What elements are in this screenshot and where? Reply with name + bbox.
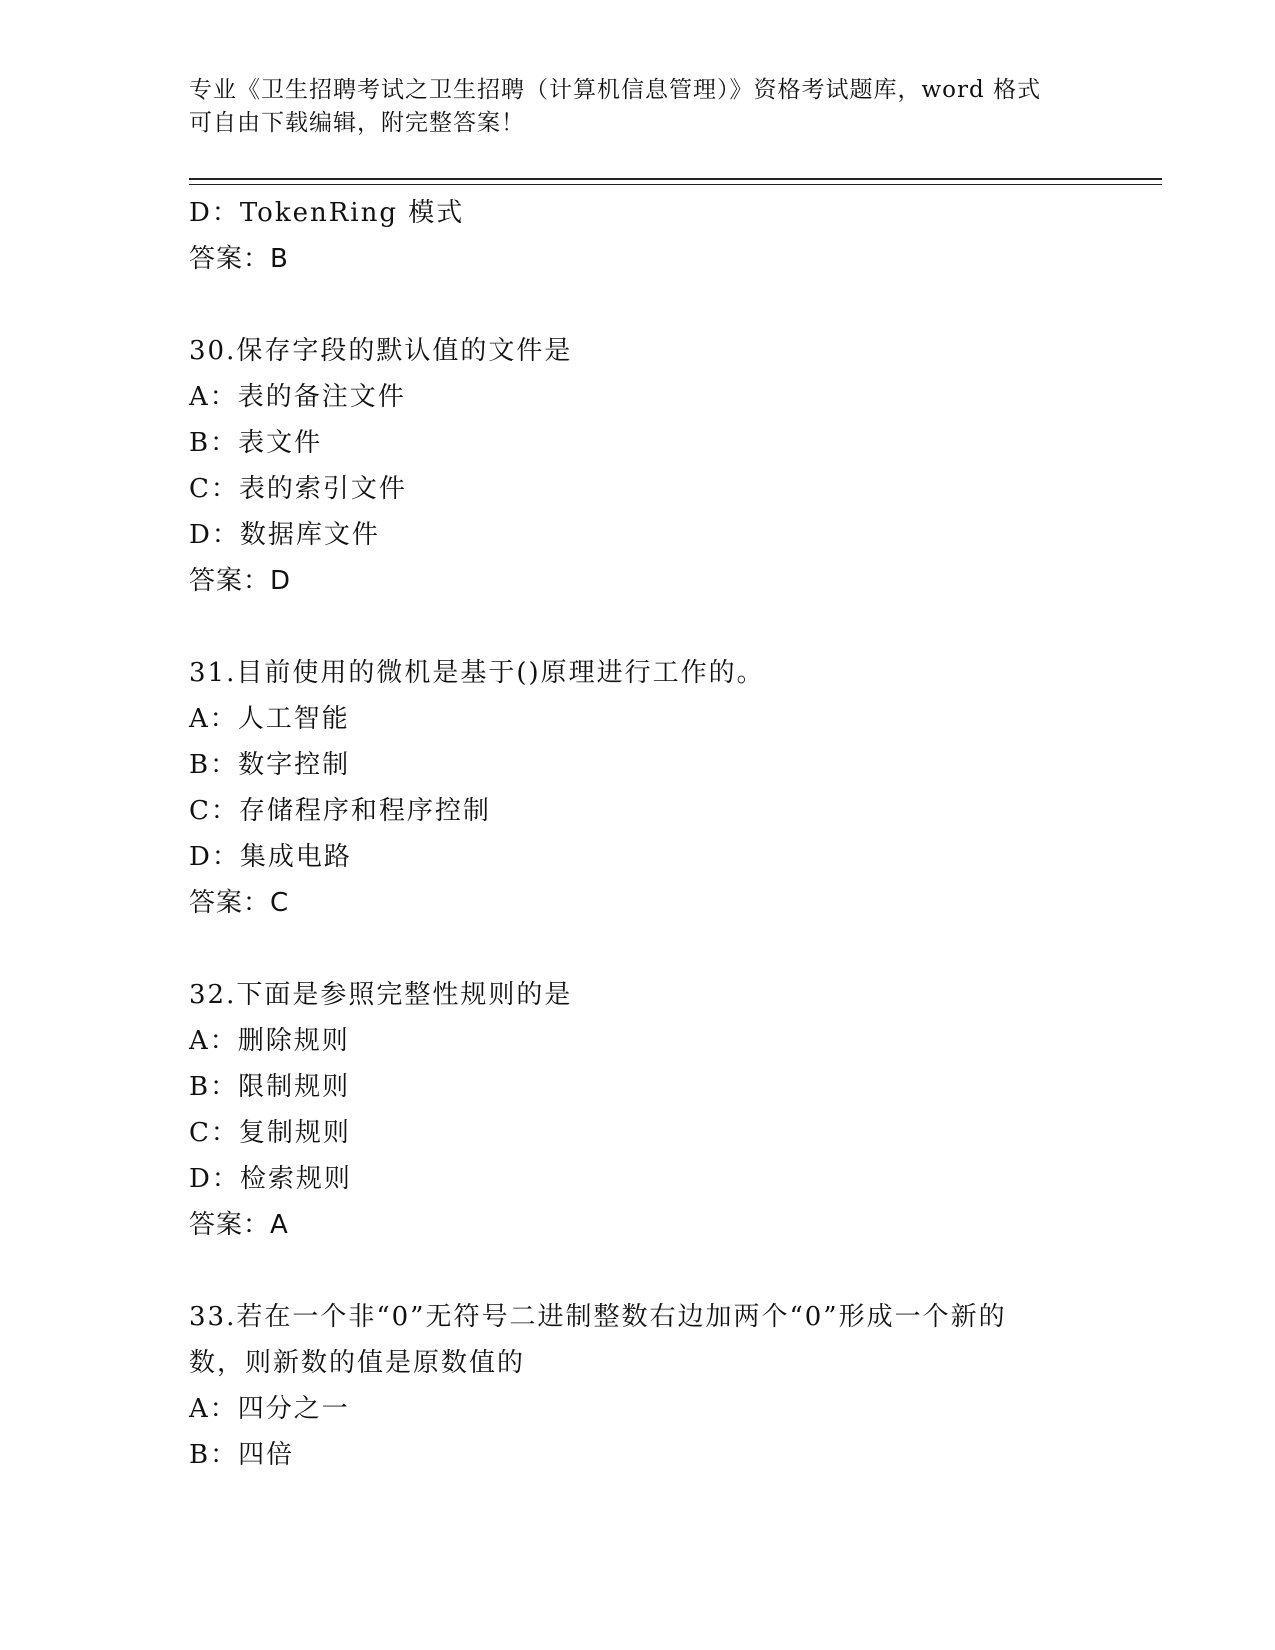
answer-line: 答案：A <box>189 1210 289 1240</box>
question-30 <box>189 328 1089 604</box>
question-31 <box>189 650 1089 926</box>
spacer <box>189 926 1089 972</box>
question-text: 30.保存字段的默认值的文件是 <box>189 336 573 366</box>
option-a: A：四分之一 <box>189 1394 350 1424</box>
answer-line: 答案：C <box>189 888 290 918</box>
option-a: A：表的备注文件 <box>189 382 406 412</box>
option-d: D：检索规则 <box>189 1164 352 1194</box>
question-32 <box>189 972 1089 1248</box>
spacer <box>189 604 1089 650</box>
option-b: B：表文件 <box>189 428 323 458</box>
option-b: B：数字控制 <box>189 750 351 780</box>
header-line-2: 可自由下载编辑，附完整答案！ <box>189 110 525 136</box>
document-header <box>189 74 1089 140</box>
spacer <box>189 282 1089 328</box>
question-text-line-2: 数，则新数的值是原数值的 <box>189 1348 526 1378</box>
answer-line: 答案：D <box>189 566 292 596</box>
question-text: 32.下面是参照完整性规则的是 <box>189 980 573 1010</box>
option-b: B：限制规则 <box>189 1072 351 1102</box>
question-text-line-1: 33.若在一个非“0”无符号二进制整数右边加两个“0”形成一个新的 <box>189 1302 1007 1332</box>
option-d: D：集成电路 <box>189 842 352 872</box>
header-divider-thick <box>189 178 1162 180</box>
answer-line: 答案：B <box>189 244 289 274</box>
spacer <box>189 1248 1089 1294</box>
option-d: D：数据库文件 <box>189 520 380 550</box>
option-a: A：删除规则 <box>189 1026 350 1056</box>
question-text: 31.目前使用的微机是基于()原理进行工作的。 <box>189 658 765 688</box>
option-d: D：TokenRing 模式 <box>189 198 465 228</box>
option-c: C：复制规则 <box>189 1118 351 1148</box>
option-a: A：人工智能 <box>189 704 350 734</box>
option-c: C：表的索引文件 <box>189 474 407 504</box>
option-b: B：四倍 <box>189 1440 295 1470</box>
question-list <box>189 190 1089 1478</box>
header-line-1: 专业《卫生招聘考试之卫生招聘（计算机信息管理）》资格考试题库，word 格式 <box>189 77 1042 103</box>
question-33 <box>189 1294 1089 1478</box>
header-divider-thin <box>189 184 1162 185</box>
option-c: C：存储程序和程序控制 <box>189 796 491 826</box>
